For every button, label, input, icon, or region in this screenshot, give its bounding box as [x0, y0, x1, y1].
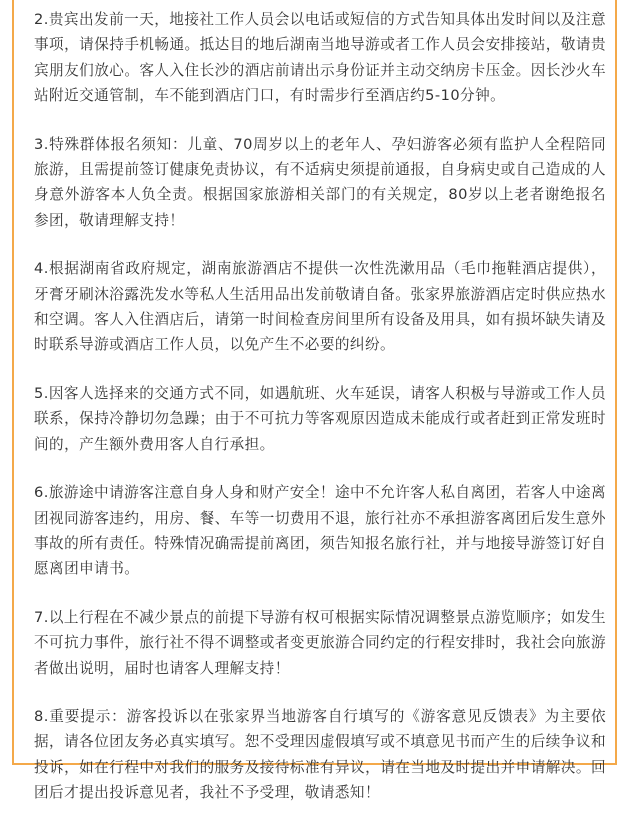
notice-item-8	[34, 704, 606, 806]
notice-text: 根据湖南省政府规定，湖南旅游酒店不提供一次性洗漱用品（毛巾拖鞋酒店提供），牙膏牙刷沐浴露洗发水等私人生活用品出发前敬请自备。张家界旅游酒店定时供应热水和空调。客人入住酒店后，请第一时间检查房间里所有设备及用具，如有损坏缺失请及时联系导游或酒店工作人员，以免产生不必要的纠纷。	[34, 260, 606, 354]
notice-text: 重要提示：游客投诉以在张家界当地游客自行填写的《游客意见反馈表》为主要依据，请各位团友务必真实填写。恕不受理因虚假填写或不填意见书而产生的后续争议和投诉，如在行程中对我们的服务及接待标准有异议，请在当地及时提出并申请解决。回团后才提出投诉意见者，我社不予受理，敬请悉知！	[34, 707, 606, 802]
notice-text: 特殊群体报名须知：儿童、70周岁以上的老年人、孕妇游客必须有监护人全程陪同旅游，且需提前签订健康免责协议，有不适病史须提前通报，自身病史或自己造成的人身意外游客本人负全责。根据国家旅游相关部门的有关规定，80岁以上老者谢绝报名参团，敬请理解支持！	[34, 135, 606, 229]
notice-item-2	[34, 7, 606, 109]
notice-number: 7.	[34, 608, 49, 626]
notice-number: 8.	[34, 707, 49, 725]
notice-item-5	[34, 381, 606, 457]
notice-item-6	[34, 480, 606, 582]
notice-number: 4.	[34, 260, 49, 278]
notice-item-3	[34, 132, 606, 234]
notice-text: 旅游途中请游客注意自身人身和财产安全！途中不允许客人私自离团，若客人中途离团视同游客违约，用房、餐、车等一切费用不退，旅行社亦不承担游客离团后发生意外事故的所有责任。特殊情况确需提前离团，须告知报名旅行社，并与地接导游签订好自愿离团申请书。	[34, 484, 606, 578]
notice-text: 贵宾出发前一天，地接社工作人员会以电话或短信的方式告知具体出发时间以及注意事项，请保持手机畅通。抵达目的地后湖南当地导游或者工作人员会安排接站，敬请贵宾朋友们放心。客人入住长沙的酒店前请出示身份证并主动交纳房卡压金。因长沙火车站附近交通管制，车不能到酒店门口，有时需步行至酒店约5-10分钟。	[34, 11, 606, 105]
notice-text: 以上行程在不减少景点的前提下导游有权可根据实际情况调整景点游览顺序；如发生不可抗力事件，旅行社不得不调整或者变更旅游合同约定的行程安排时，我社会向旅游者做出说明，届时也请客人理解支持！	[34, 608, 606, 677]
notice-item-7	[34, 605, 606, 681]
notice-list	[34, 7, 606, 829]
notice-item-4	[34, 256, 606, 358]
notice-text: 因客人选择来的交通方式不同，如遇航班、火车延误，请客人积极与导游或工作人员联系，保持冷静切勿急躁；由于不可抗力等客观原因造成未能成行或者赶到正常发班时间的，产生额外费用客人自行承担。	[34, 384, 606, 453]
notice-number: 5.	[34, 384, 49, 402]
notice-number: 3.	[34, 135, 49, 153]
notice-number: 6.	[34, 484, 49, 502]
notice-number: 2.	[34, 11, 49, 28]
